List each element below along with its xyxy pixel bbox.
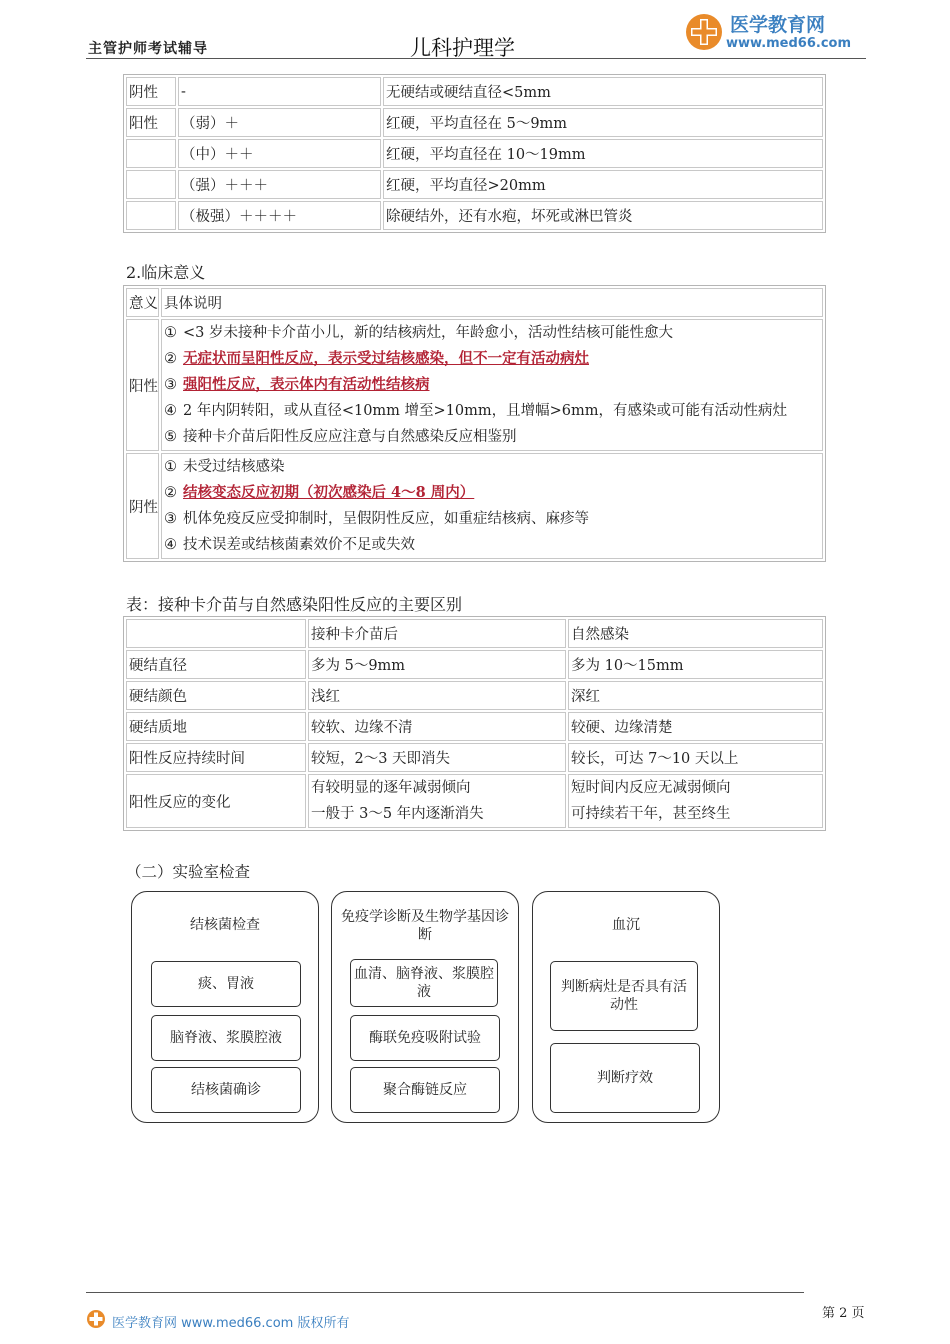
clinical-section-title: 2.临床意义 [126,263,206,282]
col-header-description: 具体说明 [161,288,823,317]
item-text: 强阳性反应，表示体内有活动性结核病 [183,376,430,393]
grading-row [126,170,823,199]
item-text: 结核变态反应初期（初次感染后 4～8 周内） [183,484,475,501]
compare-line: 一般于 3～5 年内逐渐消失 [311,806,484,822]
positive-label: 阳性 [126,319,159,451]
compare-bcg [308,774,566,828]
item-number: ② [164,485,177,501]
lab-group-tb-bacteria [131,891,319,1123]
positive-item [164,424,820,450]
footer-copyright[interactable]: 医学教育网 www.med66.com 版权所有 [112,1316,350,1331]
grading-grade: （中）＋＋ [178,139,381,168]
lab-item: 判断疗效 [550,1043,700,1113]
compare-table-title: 表：接种卡介苗与自然感染阳性反应的主要区别 [126,595,463,614]
lab-section-title: （二）实验室检查 [126,863,251,881]
lab-group-title: 结核菌检查 [190,917,260,933]
compare-bcg: 较短，2～3 天即消失 [308,743,566,772]
compare-natural: 多为 10～15mm [568,650,823,679]
compare-natural [568,774,823,828]
grading-result [126,201,176,230]
item-text: 技术误差或结核菌素效价不足或失效 [183,537,415,553]
grading-row [126,139,823,168]
site-logo[interactable] [684,10,864,56]
grading-result [126,170,176,199]
compare-header-row [126,619,823,648]
clinical-significance-table [123,285,826,562]
lab-item: 酶联免疫吸附试验 [350,1015,500,1061]
logo-url: www.med66.com [726,36,852,51]
bcg-vs-natural-table [123,616,826,831]
item-number: ③ [164,511,177,527]
negative-item [164,480,820,506]
compare-natural: 深红 [568,681,823,710]
logo-text: 医学教育网 [730,14,826,36]
grading-row [126,77,823,106]
grading-description: 红硬，平均直径>20mm [383,170,823,199]
item-text: 无症状而呈阳性反应，表示受过结核感染，但不一定有活动病灶 [183,350,589,367]
compare-label: 硬结质地 [126,712,306,741]
positive-description [161,319,823,451]
compare-line: 短时间内反应无减弱倾向 [571,780,731,796]
compare-row [126,743,823,772]
item-number: ④ [164,403,177,419]
compare-row [126,681,823,710]
item-text: 未受过结核感染 [183,459,285,475]
compare-label: 硬结颜色 [126,681,306,710]
item-text: <3 岁未接种卡介苗小儿，新的结核病灶，年龄愈小，活动性结核可能性愈大 [183,325,673,341]
lab-item: 血清、脑脊液、浆膜腔液 [350,959,498,1007]
footer-divider [86,1292,804,1293]
item-number: ① [164,325,177,341]
compare-label: 阳性反应持续时间 [126,743,306,772]
positive-item [164,372,820,398]
compare-bcg: 浅红 [308,681,566,710]
lab-item: 脑脊液、浆膜腔液 [151,1015,301,1061]
positive-item [164,398,820,424]
grading-grade: （弱）＋ [178,108,381,137]
grading-result: 阳性 [126,108,176,137]
grading-result [126,139,176,168]
compare-natural: 较长，可达 7～10 天以上 [568,743,823,772]
compare-header-cell [126,619,306,648]
grading-description: 除硬结外，还有水疱，坏死或淋巴管炎 [383,201,823,230]
compare-line: 有较明显的逐年减弱倾向 [311,780,471,796]
compare-row [126,650,823,679]
item-number: ① [164,459,177,475]
page-title: 儿科护理学 [410,36,515,60]
grading-description: 无硬结或硬结直径<5mm [383,77,823,106]
item-number: ③ [164,377,177,393]
item-text: 接种卡介苗后阳性反应应注意与自然感染反应相鉴别 [183,429,517,445]
negative-item [164,532,820,558]
compare-bcg: 多为 5～9mm [308,650,566,679]
compare-label: 硬结直径 [126,650,306,679]
negative-description [161,453,823,559]
negative-item [164,454,820,480]
lab-group-title: 血沉 [612,917,640,933]
positive-item [164,346,820,372]
lab-group-title: 免疫学诊断及生物学基因诊断 [341,909,509,943]
header-divider [86,58,866,59]
lab-group-immunology [331,891,519,1123]
item-text: 2 年内阴转阳，或从直径<10mm 增至>10mm，且增幅>6mm，有感染或可能有活动性病灶 [183,403,788,419]
positive-item [164,320,820,346]
item-number: ② [164,351,177,367]
grading-grade: （强）＋＋＋ [178,170,381,199]
grading-result: 阴性 [126,77,176,106]
lab-item: 聚合酶链反应 [350,1067,500,1113]
col-header-meaning: 意义 [126,288,159,317]
header-subtitle: 主管护师考试辅导 [88,41,208,57]
item-number: ④ [164,537,177,553]
compare-row [126,712,823,741]
lab-item: 痰、胃液 [151,961,301,1007]
grading-grade: - [178,77,381,106]
grading-description: 红硬，平均直径在 5～9mm [383,108,823,137]
grading-grade: （极强）＋＋＋＋ [178,201,381,230]
lab-group-esr [532,891,720,1123]
grading-row [126,201,823,230]
tuberculin-grading-table [123,74,826,233]
compare-label: 阳性反应的变化 [126,774,306,828]
med66-logo-icon [86,1309,106,1329]
compare-header-cell: 自然感染 [568,619,823,648]
lab-item: 判断病灶是否具有活动性 [550,961,698,1031]
compare-header-cell: 接种卡介苗后 [308,619,566,648]
med66-logo-icon [684,12,724,52]
negative-label: 阴性 [126,453,159,559]
grading-description: 红硬，平均直径在 10～19mm [383,139,823,168]
compare-row [126,774,823,828]
compare-natural: 较硬、边缘清楚 [568,712,823,741]
lab-item: 结核菌确诊 [151,1067,301,1113]
negative-item [164,506,820,532]
compare-line: 可持续若干年，甚至终生 [571,806,731,822]
grading-row [126,108,823,137]
compare-bcg: 较软、边缘不清 [308,712,566,741]
item-number: ⑤ [164,429,177,445]
page-number: 第 2 页 [822,1306,865,1321]
item-text: 机体免疫反应受抑制时，呈假阴性反应，如重症结核病、麻疹等 [183,511,589,527]
